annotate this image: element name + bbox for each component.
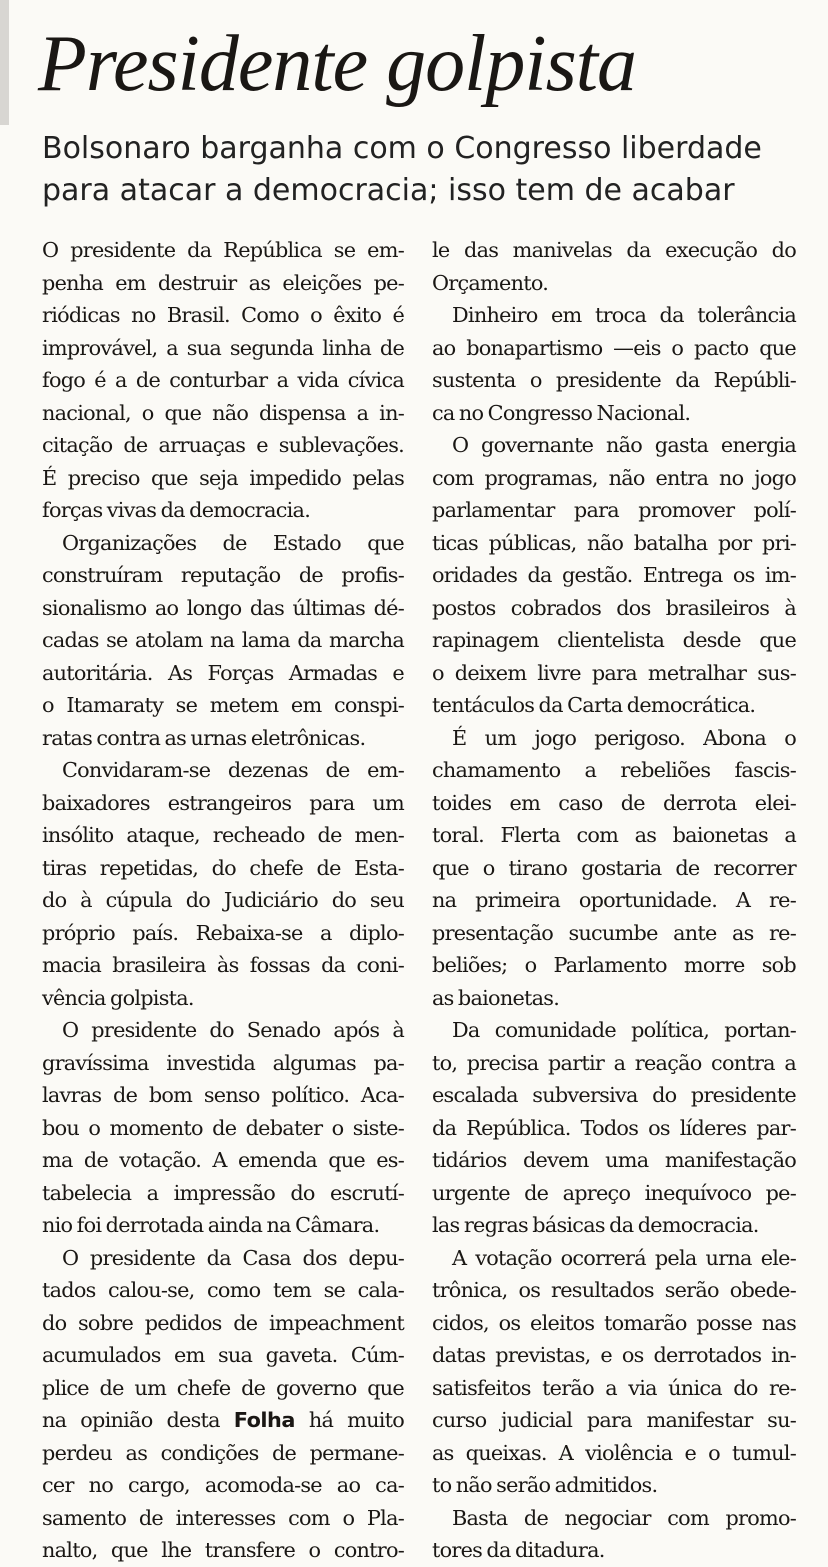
text-line: na primeira oportunidade. A re-: [432, 888, 796, 912]
text-line: as queixas. A violência e o tumul-: [432, 1440, 796, 1465]
text-line: nacional, o que não dispensa a in-: [42, 400, 404, 425]
text-line: cer no cargo, acomoda-se ao ca-: [42, 1473, 404, 1497]
text-line: parlamentar para promover polí-: [432, 498, 796, 522]
text-line: cidos, os eleitos tomarão posse nas: [432, 1310, 796, 1335]
text-line: nalto, que lhe transfere o contro-: [42, 1538, 404, 1562]
text-line: acumulados em sua gaveta. Cúm-: [42, 1343, 404, 1367]
subheadline: [42, 128, 822, 212]
text-line: autoritária. As Forças Armadas e: [42, 660, 404, 685]
text-line: toral. Flerta com as baionetas a: [432, 823, 796, 847]
headline: Presidente golpista: [38, 20, 636, 108]
text-line: as baionetas.: [432, 985, 560, 1010]
text-line: penha em destruir as eleições pe-: [42, 270, 404, 295]
text-line: do à cúpula do Judiciário do seu: [42, 888, 404, 912]
text-line: com programas, não entra no jogo: [432, 465, 796, 490]
text-line: que o tirano gostaria de recorrer: [432, 855, 796, 880]
text-line: urgente de apreço inequívoco pe-: [432, 1180, 796, 1205]
text-line: ma de votação. A emenda que es-: [42, 1148, 404, 1172]
text-fragment: há muito: [294, 1408, 404, 1432]
text-line: O presidente da Casa dos depu-: [62, 1245, 404, 1270]
text-line: A votação ocorrerá pela urna ele-: [452, 1245, 796, 1270]
text-line: gravíssima investida algumas pa-: [42, 1050, 404, 1075]
text-line: sustenta o presidente da Repúbli-: [432, 368, 796, 392]
text-line: riódicas no Brasil. Como o êxito é: [42, 303, 404, 327]
text-line: insólito ataque, recheado de men-: [42, 823, 404, 847]
text-line: forças vivas da democracia.: [42, 498, 311, 522]
text-line: Dinheiro em troca da tolerância: [452, 303, 796, 327]
text-line: baixadores estrangeiros para um: [42, 790, 404, 815]
text-line: do sobre pedidos de impeachment: [42, 1310, 404, 1335]
text-line: o deixem livre para metralhar sus-: [432, 660, 796, 685]
text-line: le das manivelas da execução do: [432, 238, 796, 262]
text-line: datas previstas, e os derrotados in-: [432, 1343, 796, 1367]
text-line: cadas se atolam na lama da marcha: [42, 628, 404, 652]
text-line: nio foi derrotada ainda na Câmara.: [42, 1213, 380, 1237]
text-fragment: na opinião desta: [42, 1408, 234, 1432]
text-line: satisfeitos terão a via única do re-: [432, 1375, 796, 1400]
text-line: oridades da gestão. Entrega os im-: [432, 563, 796, 587]
text-line: ca no Congresso Nacional.: [432, 400, 691, 425]
text-line: toides em caso de derrota elei-: [432, 790, 796, 815]
text-line: construíram reputação de profis-: [42, 563, 404, 587]
text-line: Organizações de Estado que: [62, 530, 404, 555]
text-line: Da comunidade política, portan-: [452, 1018, 796, 1042]
subheadline-line: para atacar a democracia; isso tem de acabar: [42, 173, 735, 208]
text-line: sionalismo ao longo das últimas dé-: [42, 595, 404, 620]
text-line: beliões; o Parlamento morre sob: [432, 953, 796, 977]
text-line: tidários devem uma manifestação: [432, 1148, 796, 1172]
text-line: Basta de negociar com promo-: [452, 1505, 796, 1530]
text-line: ratas contra as urnas eletrônicas.: [42, 725, 366, 750]
text-line: tentáculos da Carta democrática.: [432, 693, 756, 717]
text-line: ticas públicas, não batalha por pri-: [432, 530, 796, 555]
text-line: to, precisa partir a reação contra a: [432, 1050, 796, 1075]
article-column-left: [42, 234, 404, 1567]
text-line: macia brasileira às fossas da coni-: [42, 953, 404, 977]
text-line: trônica, os resultados serão obede-: [432, 1278, 796, 1302]
text-line: las regras básicas da democracia.: [432, 1213, 759, 1237]
article-column-right: [432, 234, 796, 1567]
subheadline-line: Bolsonaro barganha com o Congresso liberdade: [42, 131, 762, 166]
text-line: Orçamento.: [432, 270, 549, 295]
text-line: escalada subversiva do presidente: [432, 1083, 796, 1107]
text-line: citação de arruaças e sublevações.: [42, 433, 404, 457]
text-line: presentação sucumbe ante as re-: [432, 920, 796, 945]
text-line: tados calou-se, como tem se cala-: [42, 1278, 404, 1302]
text-line: tiras repetidas, do chefe de Esta-: [42, 855, 404, 880]
text-line: chamamento a rebeliões fascis-: [432, 758, 796, 782]
text-line: O presidente da República se em-: [42, 238, 404, 262]
text-line: Convidaram-se dezenas de em-: [62, 758, 404, 782]
text-line: O presidente do Senado após à: [62, 1018, 404, 1042]
text-line: lavras de bom senso político. Aca-: [42, 1083, 404, 1107]
text-line: plice de um chefe de governo que: [42, 1375, 404, 1400]
text-line: postos cobrados dos brasileiros à: [432, 595, 796, 620]
text-line: improvável, a sua segunda linha de: [42, 335, 404, 360]
text-line: rapinagem clientelista desde que: [432, 628, 796, 652]
text-line: É um jogo perigoso. Abona o: [452, 725, 796, 750]
page-edge-shadow: [0, 0, 9, 125]
text-line: [42, 1404, 404, 1437]
text-line: o Itamaraty se metem em conspi-: [42, 693, 404, 717]
text-line: O governante não gasta energia: [452, 433, 796, 457]
text-line: to não serão admitidos.: [432, 1473, 658, 1497]
text-line: fogo é a de conturbar a vida cívica: [42, 368, 404, 392]
text-line: samento de interesses com o Pla-: [42, 1505, 404, 1530]
newspaper-name: Folha: [233, 1408, 295, 1432]
text-line: próprio país. Rebaixa-se a diplo-: [42, 920, 404, 945]
text-line: perdeu as condições de permane-: [42, 1440, 404, 1465]
text-line: da República. Todos os líderes par-: [432, 1115, 796, 1140]
text-line: vência golpista.: [42, 985, 194, 1010]
text-line: bou o momento de debater o siste-: [42, 1115, 404, 1140]
text-line: tabelecia a impressão do escrutí-: [42, 1180, 404, 1205]
text-line: curso judicial para manifestar su-: [432, 1408, 796, 1432]
text-line: É preciso que seja impedido pelas: [42, 465, 404, 490]
text-line: tores da ditadura.: [432, 1538, 605, 1562]
text-line: ao bonapartismo —eis o pacto que: [432, 335, 796, 360]
